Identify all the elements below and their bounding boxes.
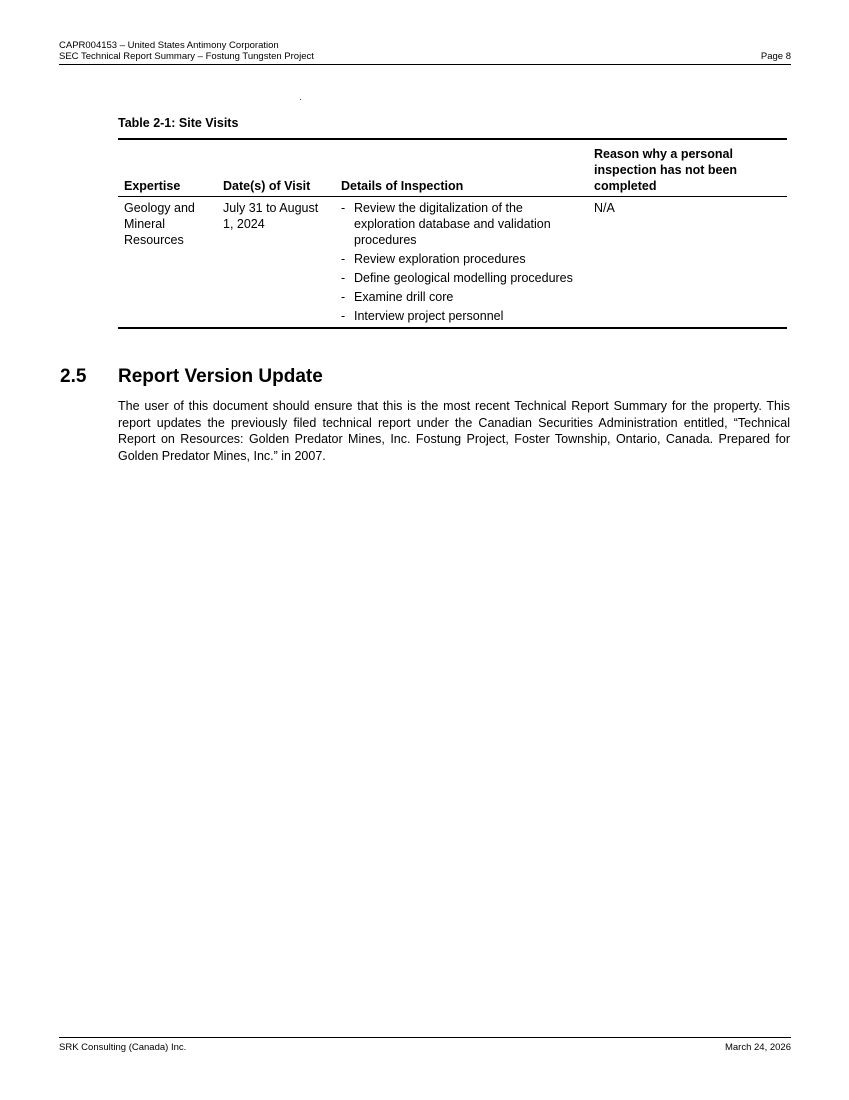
list-item [341, 270, 582, 286]
table-row [118, 197, 787, 329]
cell-details [335, 197, 588, 329]
section-body: The user of this document should ensure that this is the most recent Technical Report Summary for the property. This report updates the previously filed technical report under the Canadian Securities Administration entitled, “Technical Report on Resources: Golden Predator Mines, Inc. Fostung Project, Foster Township, Ontario, Canada. Prepared for Golden Predator Mines, Inc.” in 2007. [118, 399, 790, 463]
cell-expertise: Geology and Mineral Resources [124, 201, 195, 247]
list-item [341, 200, 582, 248]
header-report-line: SEC Technical Report Summary – Fostung Tungsten Project [59, 51, 314, 62]
stray-mark [300, 99, 301, 100]
list-item-text: Define geological modelling procedures [354, 271, 573, 285]
footer-company: SRK Consulting (Canada) Inc. [59, 1042, 187, 1053]
table-header-row [118, 139, 787, 197]
section-number: 2.5 [60, 366, 87, 387]
list-item-text: Examine drill core [354, 290, 454, 304]
list-item-text: Review the digitalization of the exploration database and validation procedures [354, 201, 551, 247]
details-list [341, 200, 582, 324]
footer-date: March 24, 2026 [724, 1042, 791, 1053]
list-item [341, 289, 582, 305]
dash-bullet: - [341, 271, 346, 285]
list-item-text: Interview project personnel [354, 309, 504, 323]
page-number: Page 8 [760, 51, 791, 62]
header-reason: Reason why a personal inspection has not been completed [594, 147, 738, 193]
page-header [59, 40, 791, 65]
dash-bullet: - [341, 201, 346, 215]
table-caption: Table 2-1: Site Visits [118, 116, 239, 130]
list-item [341, 308, 582, 324]
list-item [341, 251, 582, 267]
dash-bullet: - [341, 252, 346, 266]
section-title: Report Version Update [118, 366, 323, 387]
header-company-line: CAPR004153 – United States Antimony Corporation [59, 40, 279, 51]
dash-bullet: - [341, 290, 346, 304]
dash-bullet: - [341, 309, 346, 323]
cell-reason: N/A [594, 201, 615, 215]
header-details: Details of Inspection [341, 179, 464, 193]
cell-dates: July 31 to August 1, 2024 [223, 201, 319, 231]
site-visits-table [118, 138, 787, 329]
header-expertise: Expertise [124, 179, 181, 193]
list-item-text: Review exploration procedures [354, 252, 526, 266]
page-footer [59, 1037, 791, 1053]
header-dates: Date(s) of Visit [223, 179, 311, 193]
